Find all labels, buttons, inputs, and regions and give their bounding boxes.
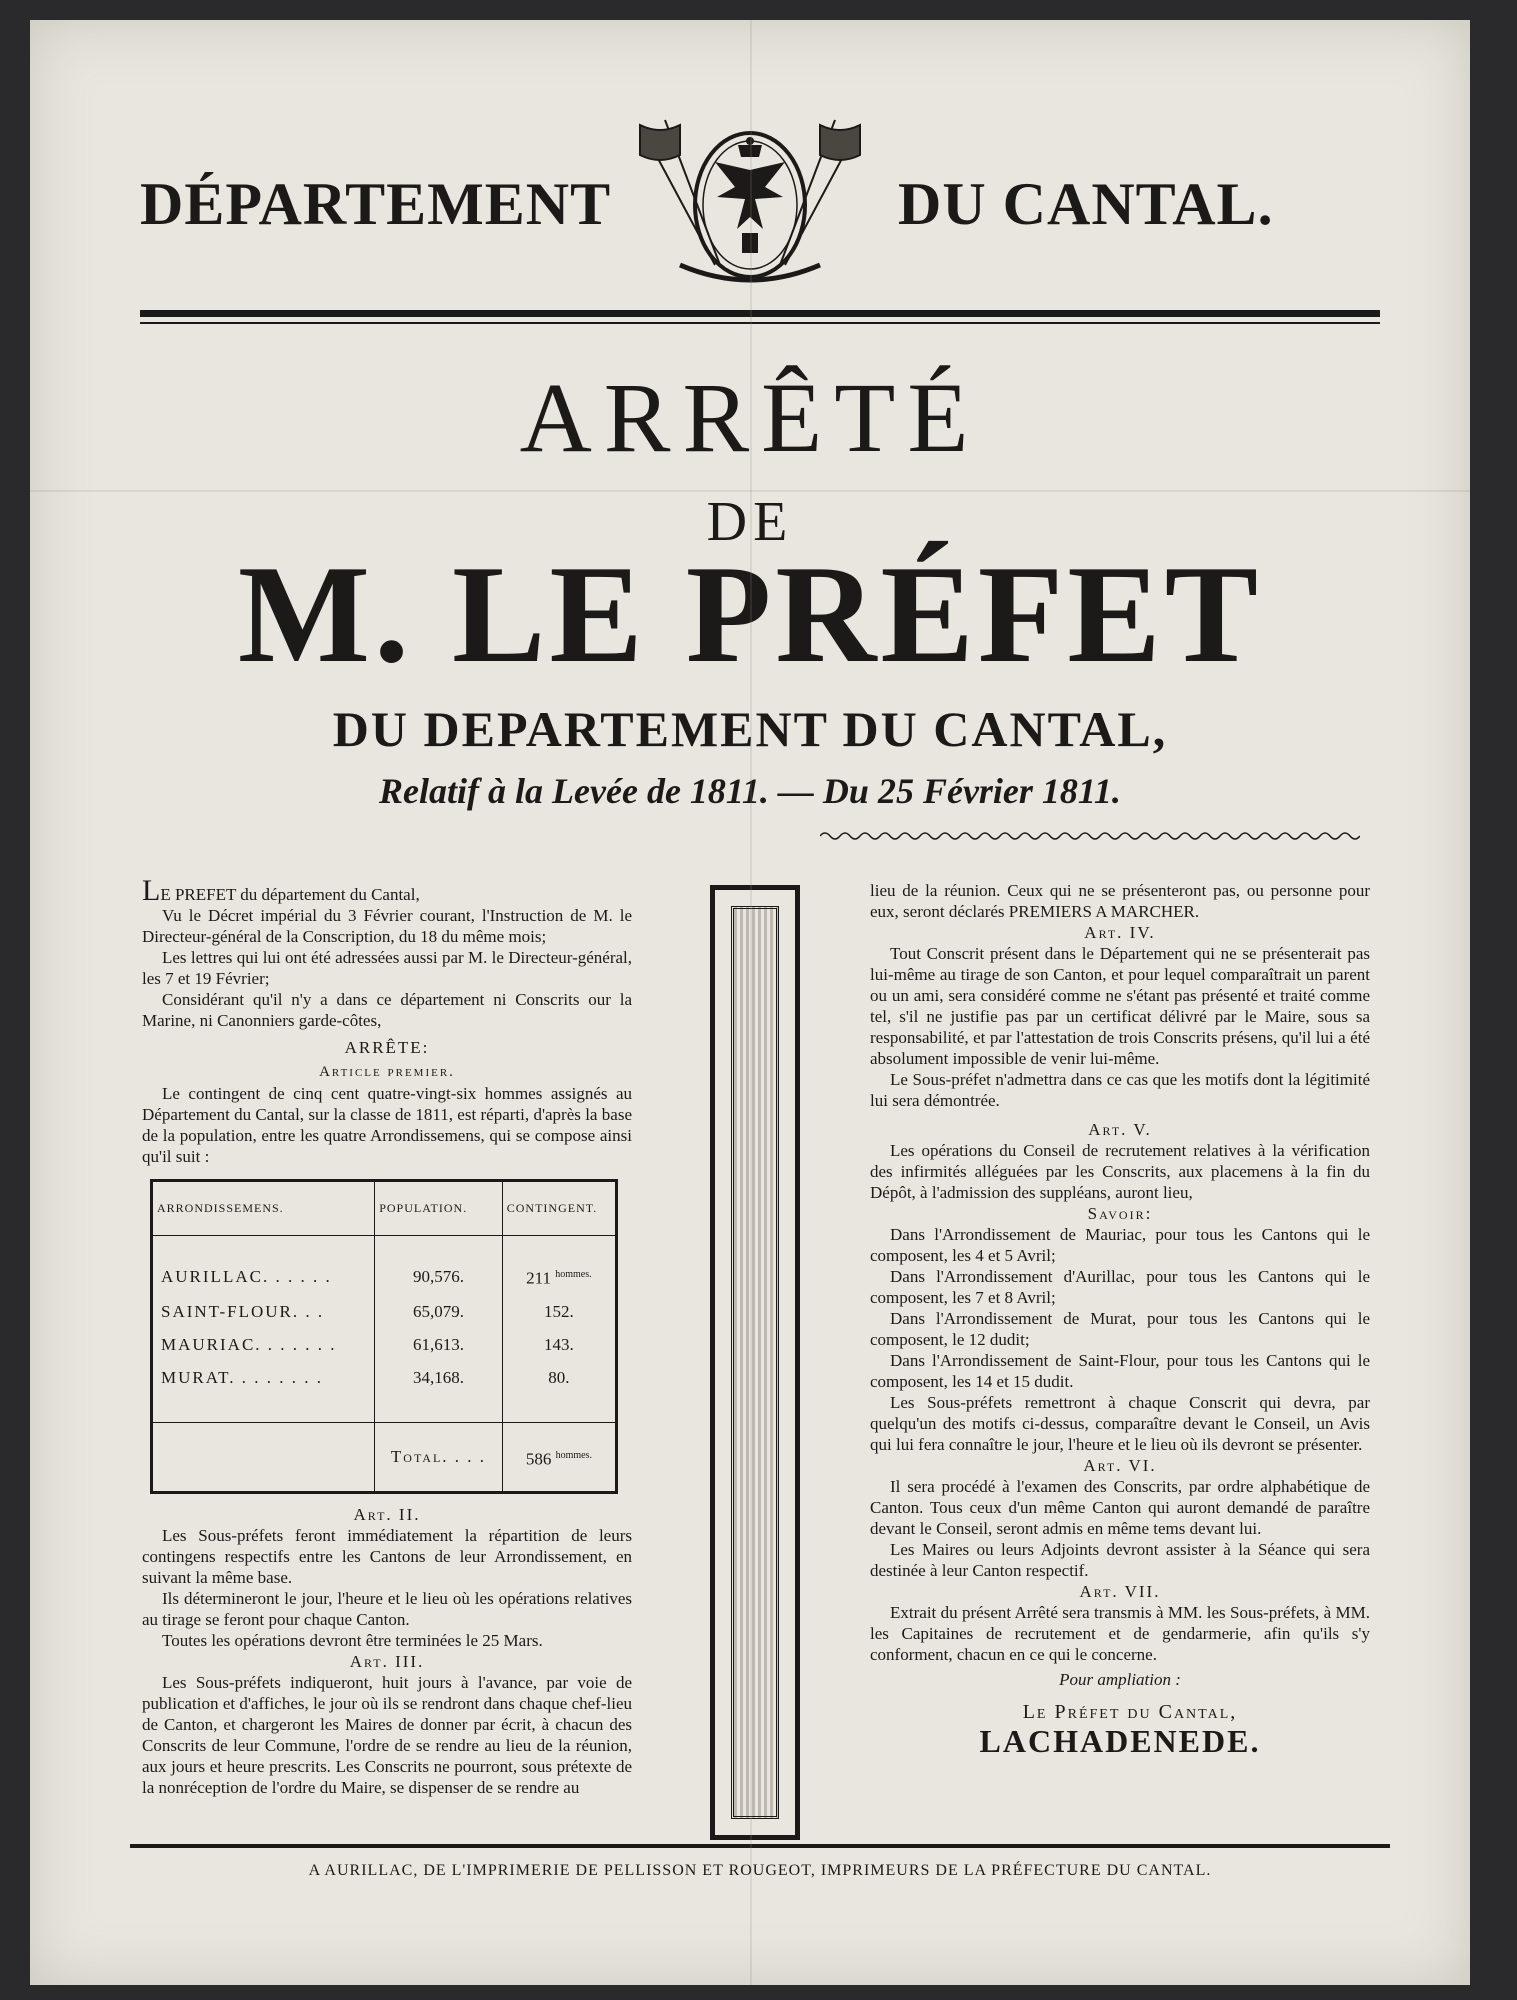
right-column xyxy=(870,880,1370,1759)
article-3-title: Art. III. xyxy=(349,1652,425,1672)
article-3-continued: lieu de la réunion. Ceux qui ne se présenteront pas, ou personne pour eux, seront déclarés PREMIERS A MARCHER. xyxy=(870,881,1370,921)
arrondissement-name: AURILLAC. . . . . . xyxy=(152,1236,375,1295)
header-rule-thin xyxy=(140,322,1380,324)
title-prefet: M. LE PRÉFET xyxy=(237,537,1263,692)
left-column xyxy=(142,874,632,1798)
table-header: ARRONDISSEMENS. xyxy=(152,1181,375,1236)
arrondissement-name: MAURIAC. . . . . . . xyxy=(152,1328,375,1361)
arrondissement-name: MURAT. . . . . . . . xyxy=(152,1361,375,1423)
poster-sheet xyxy=(30,20,1470,1985)
table-header: CONTINGENT. xyxy=(502,1181,616,1236)
article-5-title: Art. V. xyxy=(1088,1120,1152,1139)
intro-line: LE PREFET du département du Cantal, xyxy=(142,874,420,907)
contingent-value: 211 $^{hommes.}$ xyxy=(526,1268,592,1288)
arrete-heading: ARRÊTE: xyxy=(344,1038,430,1057)
table-row xyxy=(152,1295,617,1328)
wave-ornament xyxy=(820,830,1360,842)
subtitle-relatif: Relatif à la Levée de 1811. — Du 25 Février 1811. xyxy=(379,771,1121,811)
article-4-title: Art. IV. xyxy=(1084,923,1156,942)
article-4-text: Le Sous-préfet n'admettra dans ce cas que les motifs dont la légitimité lui sera démontrée. xyxy=(870,1070,1370,1110)
footer-rule xyxy=(130,1844,1390,1848)
article-5-text: Les Sous-préfets remettront à chaque Conscrit qui devra, par quelqu'un des motifs ci-dessus, comparaître devant le Conseil, un Avis qui lui fera connaître le jour, l'heure et le lieu où ils devront se présenter. xyxy=(870,1393,1370,1454)
article-1-title: Article premier. xyxy=(319,1064,455,1080)
title-de: DE xyxy=(706,491,794,553)
article-2-text: Ils détermineront le jour, l'heure et le lieu où les opérations relatives au tirage se feront pour chaque Canton. xyxy=(142,1589,632,1630)
contingent-value: 152. xyxy=(544,1301,574,1321)
savoir-heading: Savoir: xyxy=(1087,1204,1153,1223)
article-5-text: Dans l'Arrondissement de Saint-Flour, pour tous les Cantons qui le composent, les 14 et 15 dudit. xyxy=(870,1351,1370,1391)
article-7-title: Art. VII. xyxy=(1079,1582,1161,1601)
population-value: 61,613. xyxy=(375,1328,503,1361)
arrondissement-table xyxy=(150,1179,618,1494)
header-du-cantal: DU CANTAL. xyxy=(898,171,1274,237)
contingent-value: 80. xyxy=(548,1367,570,1387)
article-6-text: Les Maires ou leurs Adjoints devront assister à la Séance qui sera destinée à leur Canton respectif. xyxy=(870,1540,1370,1580)
title-arrete: ARRÊTÉ xyxy=(519,362,981,473)
contingent-value: 143. xyxy=(544,1334,574,1354)
article-4-text: Tout Conscrit présent dans le Département qui ne se présenterait pas lui-même au tirage de son Canton, et pour lequel comparaîtrait un parent ou un ami, sera considéré comme ne s'étant pas présenté et traité comme tel, s'il ne justifie pas par un certificat délivré par le Maire, sous sa responsabilité, et par l'attestation de trois Conscrits présens, qu'il lui a été absolument impossible de venir lui-même. xyxy=(870,944,1370,1068)
paragraph-decret: Vu le Décret impérial du 3 Février courant, l'Instruction de M. le Directeur-général de la Conscription, du 18 du même mois; xyxy=(142,906,632,946)
table-total-row xyxy=(152,1422,617,1493)
table-row xyxy=(152,1328,617,1361)
article-1-text: Le contingent de cinq cent quatre-vingt-six hommes assignés au Département du Cantal, sur la classe de 1811, est réparti, d'après la base de la population, entre les quatre Arrondissemens, qui se compose ainsi qu'il suit : xyxy=(142,1084,632,1166)
header-departement: DÉPARTEMENT xyxy=(140,171,612,237)
population-value: 90,576. xyxy=(375,1236,503,1295)
signature-title: Le Préfet du Cantal, xyxy=(1022,1701,1238,1723)
table-row xyxy=(152,1361,617,1423)
arrondissement-name: SAINT-FLOUR. . . xyxy=(152,1295,375,1328)
header-rule xyxy=(140,310,1380,317)
article-2-title: Art. II. xyxy=(353,1505,421,1525)
population-value: 65,079. xyxy=(375,1295,503,1328)
article-5-text: Dans l'Arrondissement de Murat, pour tous les Cantons qui le composent, le 12 dudit; xyxy=(870,1309,1370,1349)
article-5-text: Dans l'Arrondissement d'Aurillac, pour tous les Cantons qui le composent, les 7 et 8 Avril; xyxy=(870,1267,1370,1307)
population-value: 34,168. xyxy=(375,1361,503,1423)
signature-name: LACHADENEDE. xyxy=(979,1723,1261,1759)
ampliation-line: Pour ampliation : xyxy=(1059,1670,1181,1689)
decorative-pillar xyxy=(710,885,800,1840)
article-3-text: Les Sous-préfets indiqueront, huit jours à l'avance, par voie de publication et d'affiches, le jour où ils se rendront dans chaque chef-lieu de Canton, et chargeront les Maires de donner par écrit, à chacun des Conscrits de leur Commune, l'ordre de se rendre au lieu de la réunion, aux jours et heure prescrits. Les Conscrits ne pourront, sous prétexte de la nonréception de l'ordre du Maire, se dispenser de se rendre au xyxy=(142,1673,632,1798)
imprint-footer: A AURILLAC, DE L'IMPRIMERIE DE PELLISSON ET ROUGEOT, IMPRIMEURS DE LA PRÉFECTURE DU CANTAL. xyxy=(308,1862,1212,1879)
total-label: Total. . . . xyxy=(375,1422,503,1493)
total-value: 586 $^{hommes.}$ xyxy=(502,1422,616,1493)
article-6-text: Il sera procédé à l'examen des Conscrits, par ordre alphabétique de Canton. Tous ceux d'un même Canton qui auront demandé de paraître devant le Conseil, seront admis en même tems devant lui. xyxy=(870,1477,1370,1538)
article-2-text: Les Sous-préfets feront immédiatement la répartition de leurs contingens respectifs entre les Cantons de leur Arrondissement, en suivant la même base. xyxy=(142,1526,632,1588)
paragraph-considerant: Considérant qu'il n'y a dans ce département ni Conscrits our la Marine, ni Canonniers garde-côtes, xyxy=(142,990,632,1030)
article-6-title: Art. VI. xyxy=(1083,1456,1157,1475)
imperial-eagle-emblem xyxy=(620,115,880,290)
paragraph-lettres: Les lettres qui lui ont été adressées aussi par M. le Directeur-général, les 7 et 19 Février; xyxy=(142,948,632,988)
table-header: POPULATION. xyxy=(375,1181,503,1236)
article-5-text: Dans l'Arrondissement de Mauriac, pour tous les Cantons qui le composent, les 4 et 5 Avril; xyxy=(870,1225,1370,1265)
article-2-text: Toutes les opérations devront être terminées le 25 Mars. xyxy=(162,1631,543,1651)
article-7-text: Extrait du présent Arrêté sera transmis à MM. les Sous-préfets, à MM. les Capitaines de recrutement et de gendarmerie, afin qu'ils s'y conforment, chacun en ce qui le concerne. xyxy=(870,1603,1370,1664)
table-row xyxy=(152,1236,617,1295)
title-departement: DU DEPARTEMENT DU CANTAL, xyxy=(332,701,1168,757)
article-5-text: Les opérations du Conseil de recrutement relatives à la vérification des infirmités alléguées par les Conscrits, aux placemens à la fin du Dépôt, à l'admission des suppléans, auront lieu, xyxy=(870,1141,1370,1202)
